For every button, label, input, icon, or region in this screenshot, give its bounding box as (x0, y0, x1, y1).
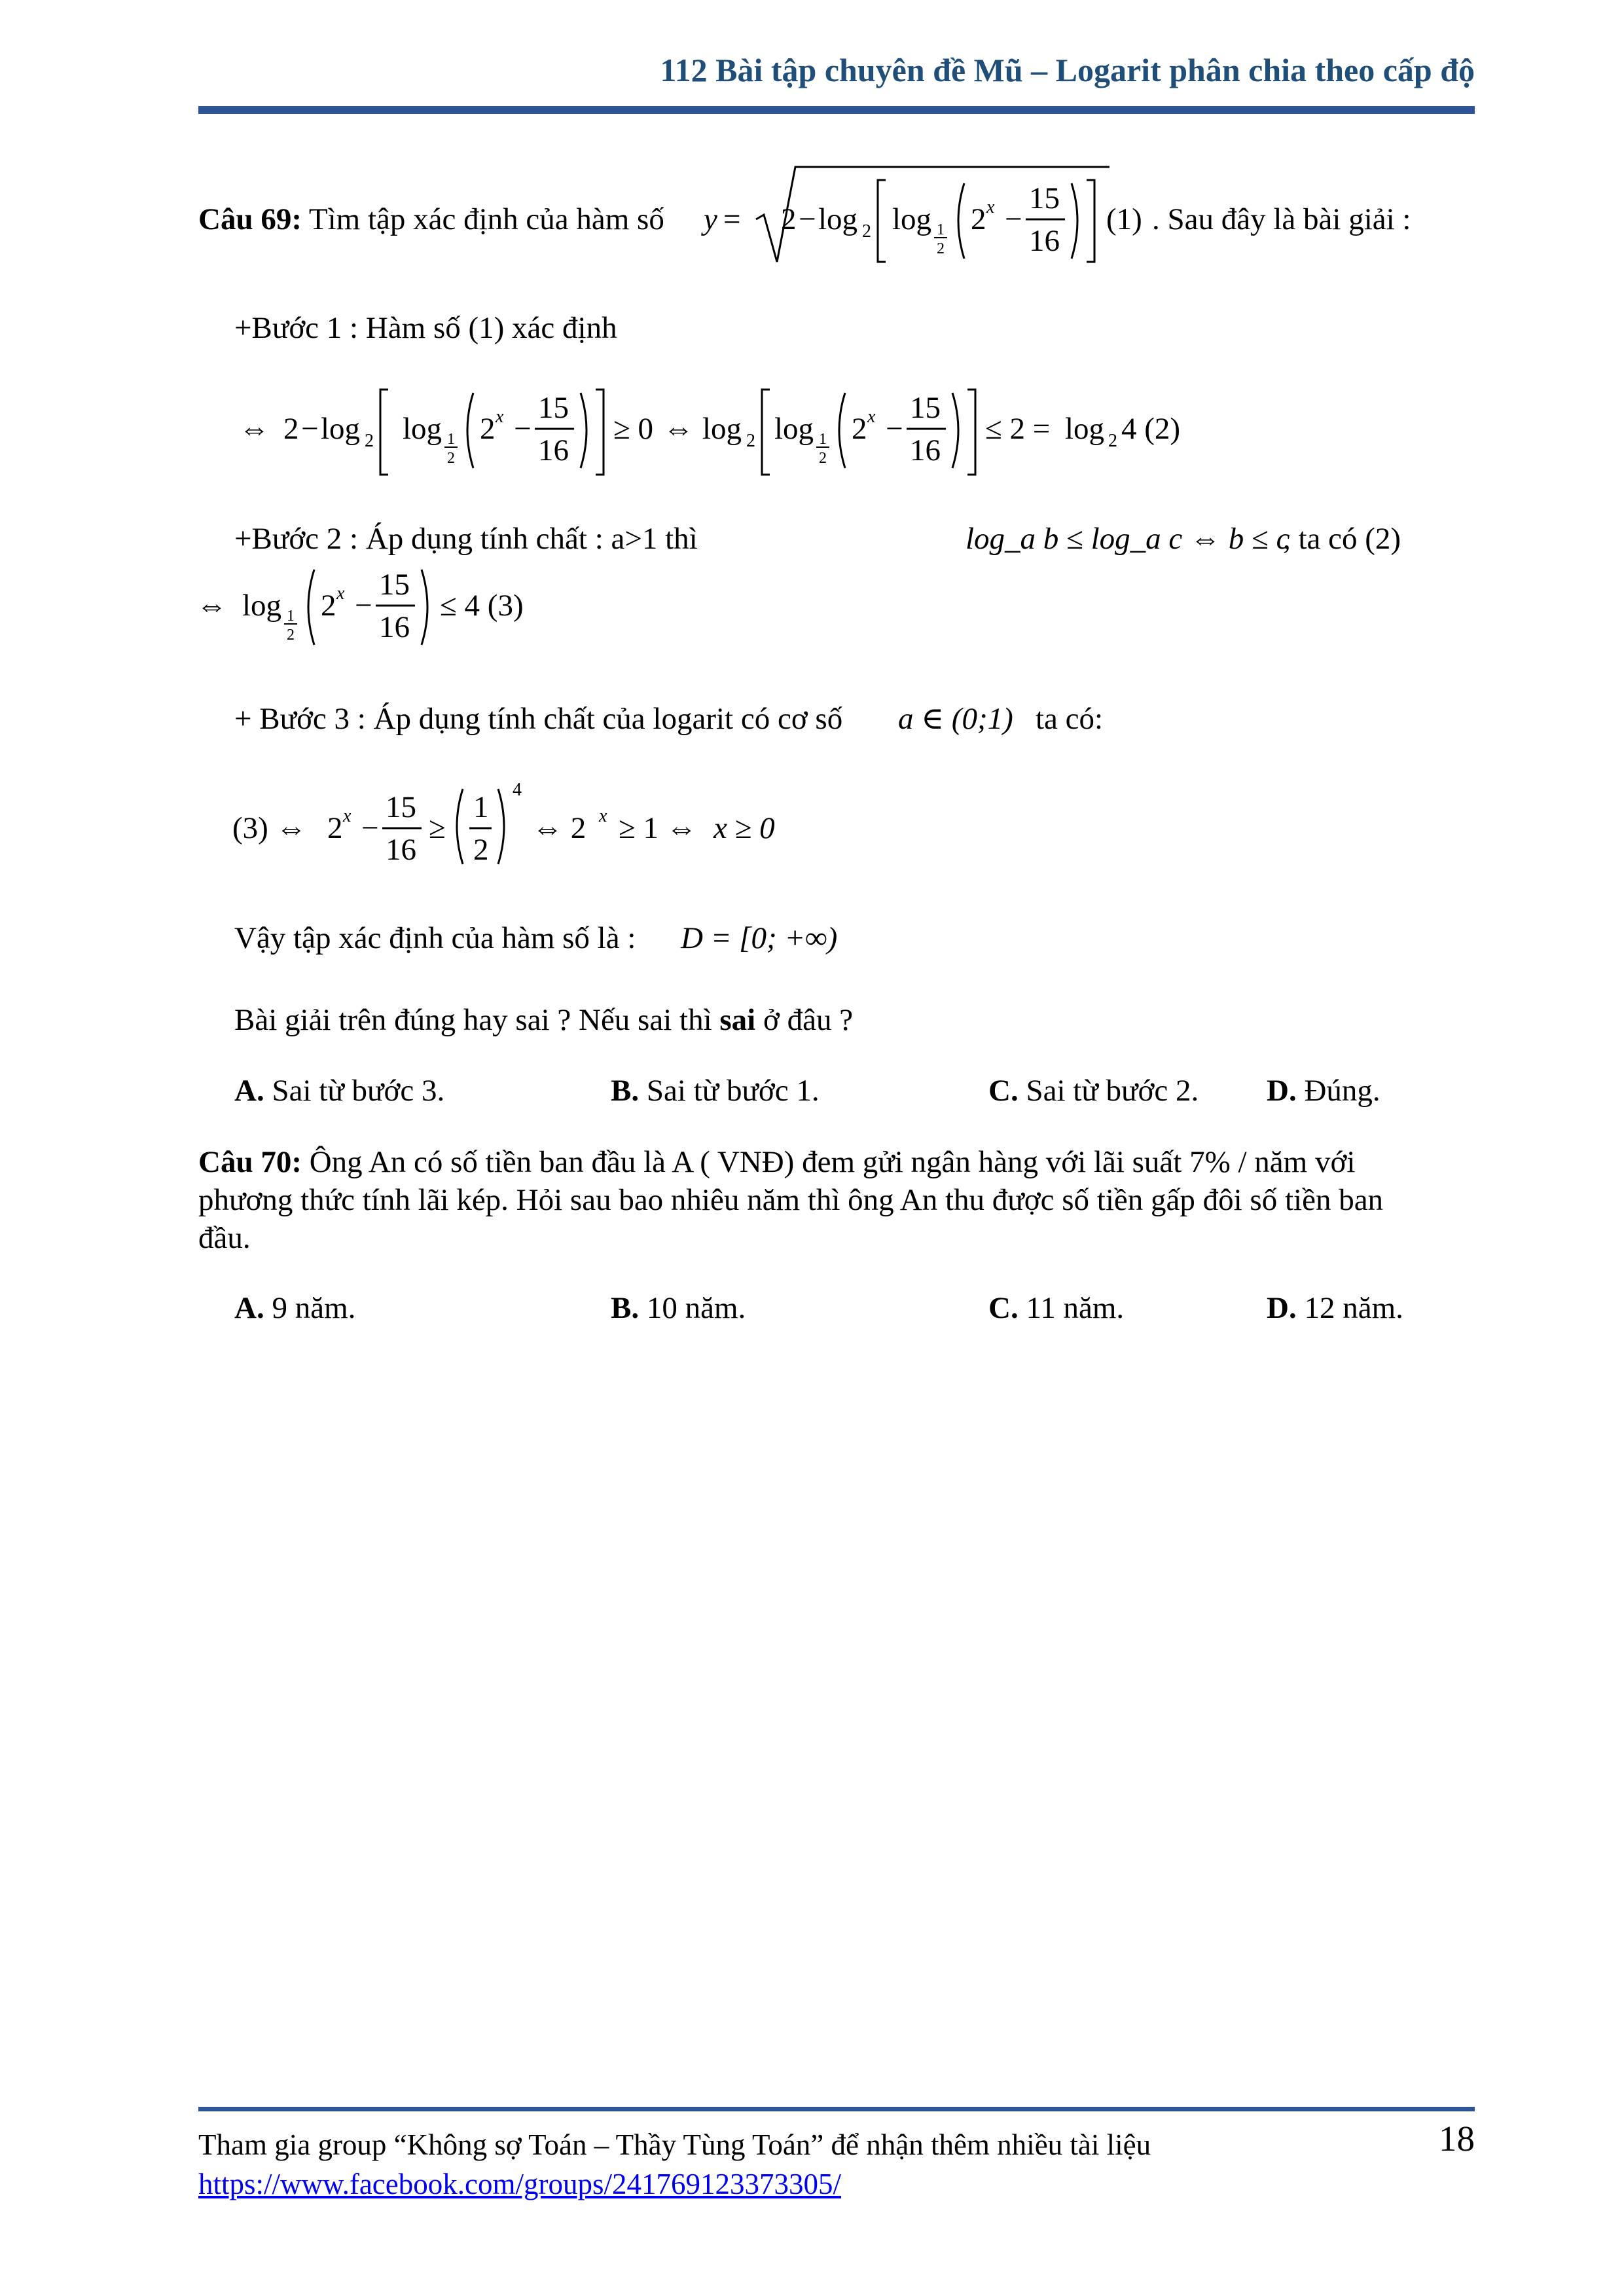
q69-option-c[interactable] (988, 1076, 1199, 1106)
s3-num: 15 (386, 790, 416, 824)
conclusion-text: Vậy tập xác định của hàm số là : (234, 921, 636, 955)
s1b-num: 15 (910, 391, 941, 425)
q70-label: Câu 70: (198, 1145, 302, 1179)
header-rule (198, 106, 1475, 114)
q69-option-a[interactable] (234, 1076, 444, 1106)
s1-base2: 2 (365, 431, 374, 451)
option-letter: D. (1267, 1074, 1297, 1108)
q69-label: Câu 69: (198, 202, 302, 236)
q70-option-d[interactable] (1267, 1293, 1403, 1324)
s1-num: 15 (538, 391, 569, 425)
s1-lbracket (380, 390, 388, 475)
q70-line3: đầu. (198, 1221, 251, 1255)
formula-paren1: (1) (1106, 202, 1142, 236)
step2-text: +Bước 2 : Áp dụng tính chất : a>1 thì (234, 522, 698, 556)
s1-base2-last: 2 (1108, 431, 1117, 451)
s1b-minus: − (886, 412, 903, 446)
s2-x: x (336, 583, 345, 604)
s1-minus2: − (514, 412, 532, 446)
option-text: 10 năm. (646, 1291, 746, 1325)
s3-rparen (498, 789, 504, 864)
footer-rule (198, 2107, 1475, 2111)
s2-half-den: 2 (287, 627, 295, 644)
iff-1: ⇔ (239, 412, 270, 446)
s1b-x: x (867, 407, 876, 427)
iff-2: ⇔ (663, 412, 694, 446)
s1-rbracket (596, 390, 604, 475)
s3-tail3: x ≥ 0 (713, 811, 775, 845)
s1-minus: − (301, 412, 319, 446)
header-title: 112 Bài tập chuyên đề Mũ – Logarit phân chia theo cấp độ (660, 52, 1475, 88)
q69-intro: Tìm tập xác định của hàm số (308, 202, 664, 236)
s3-den: 16 (386, 833, 416, 867)
q70-line1 (198, 1147, 1355, 1178)
s3-start: (3) ⇔ (232, 811, 307, 845)
q70-line2: phương thức tính lãi kép. Hỏi sau bao nhiêu năm thì ông An thu được số tiền gấp đôi số tiền ban (198, 1183, 1384, 1217)
option-letter: D. (1267, 1291, 1297, 1325)
formula-x: x (986, 197, 995, 217)
s3-lparen (457, 789, 463, 864)
step3-set: a ∈ (0;1) (898, 702, 1013, 736)
q69-option-d[interactable] (1267, 1076, 1380, 1106)
s1-two: 2 (283, 412, 299, 446)
option-letter: B. (611, 1291, 640, 1325)
s3-ge: ≥ (429, 811, 446, 845)
s1b-pow: 2 (852, 412, 867, 446)
s3-x2: x (599, 806, 607, 826)
s1-lparen (467, 393, 473, 468)
s1b-lbracket (762, 390, 770, 475)
s3-half-den: 2 (473, 833, 489, 867)
s2-den: 16 (379, 610, 410, 644)
s1-le2: ≤ 2 = (985, 412, 1051, 446)
formula-frac-den: 16 (1029, 224, 1060, 258)
q69-option-b[interactable] (611, 1076, 820, 1106)
footer-link[interactable]: https://www.facebook.com/groups/241769123373305/ (198, 2168, 841, 2200)
domain-result: D = [0; +∞) (681, 921, 838, 955)
s2-log: log (242, 589, 282, 623)
q70-line1-text: Ông An có số tiền ban đầu là A ( VNĐ) đem gửi ngân hàng với lãi suất 7% / năm với (309, 1145, 1356, 1179)
left-bracket (878, 180, 886, 262)
formula-log: log (818, 202, 858, 236)
step1-title: +Bước 1 : Hàm số (1) xác định (234, 311, 617, 345)
right-bracket (1087, 180, 1094, 262)
footer-text: Tham gia group “Không sợ Toán – Thầy Tùng Toán” để nhận thêm nhiều tài liệu (198, 2128, 1151, 2161)
s1-x: x (496, 407, 504, 427)
s1-rparen (581, 393, 586, 468)
formula-two: 2 (781, 202, 797, 236)
s2-rparen (422, 570, 427, 645)
q69-question-tail: ở đâu ? (763, 1003, 854, 1037)
step2-math (196, 563, 589, 661)
formula-frac-num: 15 (1029, 181, 1060, 215)
q69-intro-line (198, 204, 664, 235)
s1b-base2: 2 (746, 431, 755, 451)
s1-log-inner: log (403, 412, 442, 446)
q69-question: Bài giải trên đúng hay sai ? Nếu sai thì (234, 1003, 712, 1037)
s3-tail: ⇔ 2 (532, 811, 586, 845)
s1-pow: 2 (480, 412, 496, 446)
q69-question-bold: sai (719, 1003, 756, 1037)
s3-pow: 2 (327, 811, 343, 845)
step2-tail: , ta có (2) (1283, 522, 1401, 556)
step3-tail: ta có: (1036, 702, 1104, 736)
s3-half-num: 1 (473, 790, 489, 824)
s3-x: x (343, 806, 352, 826)
s1-half-den: 2 (447, 450, 455, 467)
s1b-half-num: 1 (819, 431, 827, 448)
option-text: Sai từ bước 3. (272, 1074, 445, 1108)
formula-half-num: 1 (937, 221, 945, 238)
q69-after: . Sau đây là bài giải : (1152, 202, 1411, 236)
step3-text: + Bước 3 : Áp dụng tính chất của logarit có cơ số (234, 702, 843, 736)
s3-tail2: ≥ 1 ⇔ (619, 811, 697, 845)
s1-log4: 4 (2) (1121, 412, 1181, 446)
option-text: 11 năm. (1026, 1291, 1125, 1325)
s1-half-num: 1 (447, 431, 455, 448)
formula-log-inner: log (892, 202, 932, 236)
formula-pow-base: 2 (971, 202, 986, 236)
option-text: Sai từ bước 2. (1026, 1074, 1199, 1108)
formula-base2: 2 (862, 221, 871, 242)
step1-math (239, 380, 1221, 484)
s2-tail: ≤ 4 (3) (440, 589, 524, 623)
s2-iff: ⇔ (196, 589, 227, 623)
s1b-log: log (702, 412, 742, 446)
s3-minus: − (361, 811, 379, 845)
s1b-half-den: 2 (819, 450, 827, 467)
option-letter: A. (234, 1074, 264, 1108)
s1b-rbracket (967, 390, 975, 475)
s1-den: 16 (538, 433, 569, 467)
s3-exp4: 4 (513, 780, 522, 800)
option-text: Sai từ bước 1. (646, 1074, 820, 1108)
s2-half-num: 1 (287, 608, 295, 625)
s1b-rparen (952, 393, 958, 468)
s2-minus: − (355, 589, 372, 623)
s1-ge0: ≥ 0 (613, 412, 654, 446)
formula-half-den: 2 (937, 240, 945, 257)
q69-function-formula (704, 157, 1162, 275)
option-text: 12 năm. (1304, 1291, 1403, 1325)
s2-lparen (308, 570, 314, 645)
s1-log: log (321, 412, 361, 446)
s1b-lparen (839, 393, 845, 468)
s1b-log-inner: log (774, 412, 814, 446)
s2-num: 15 (379, 568, 410, 602)
formula-y: y (704, 202, 717, 236)
q70-option-c[interactable] (988, 1293, 1124, 1324)
right-paren (1072, 183, 1077, 259)
formula-eq: = (723, 202, 741, 236)
s1-log-last: log (1065, 412, 1105, 446)
step3-math (232, 782, 821, 881)
option-letter: B. (611, 1074, 640, 1108)
option-text: Đúng. (1304, 1074, 1380, 1108)
q69-question-line (234, 1005, 853, 1036)
option-letter: A. (234, 1291, 264, 1325)
option-letter: C. (988, 1074, 1019, 1108)
s1b-den: 16 (910, 433, 941, 467)
q70-option-b[interactable] (611, 1293, 746, 1324)
formula-minus: − (799, 202, 816, 236)
formula-minus2: − (1005, 202, 1022, 236)
option-letter: C. (988, 1291, 1019, 1325)
q70-option-a[interactable] (234, 1293, 355, 1324)
page-number: 18 (1439, 2119, 1475, 2159)
option-text: 9 năm. (272, 1291, 356, 1325)
step2-rule: log_a b ≤ log_a c ⇔ b ≤ c (965, 522, 1290, 556)
s2-pow: 2 (321, 589, 336, 623)
left-paren (958, 183, 964, 259)
